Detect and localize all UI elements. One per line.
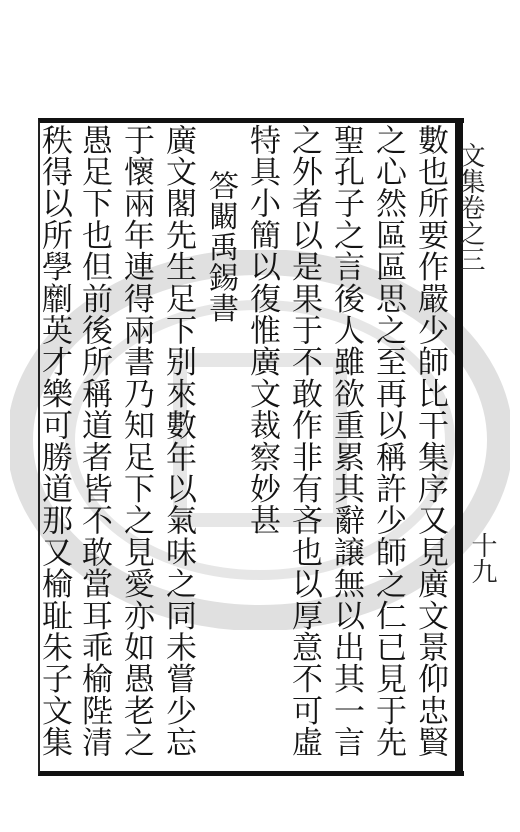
text-column-9: 愚足下也但前後所稱道者皆不敢當耳乖榆陛清 — [76, 124, 112, 758]
text-column-8: 于懷兩年連得兩書乃知足下之見愛亦如愚老之 — [118, 124, 154, 758]
text-column-2: 之心然區區思之至再以稱許少師之仁已見于先 — [370, 124, 406, 758]
page-spine — [455, 142, 507, 760]
spine-page-number: 十九 — [467, 532, 497, 584]
text-column-10: 秩得以所學劘英才樂可勝道那又榆耻朱子文集 — [36, 124, 72, 758]
text-column-1: 數也所要作嚴少師比干集序又見廣文景仰忠賢 — [412, 124, 448, 758]
text-column-4: 之外者以是果于不敢作非有吝也以厚意不可虛 — [286, 124, 322, 758]
letter-title: 答闞禹錫書 — [203, 170, 238, 324]
text-column-7: 廣文閣先生足下别來數年以氣味之同未嘗少忘 — [160, 124, 196, 758]
text-column-5: 特具小簡以復惟廣文裁察妙甚 — [244, 124, 280, 537]
text-column-3: 聖孔子之言後人雖欲重累其辭譲無以出其一言 — [328, 124, 364, 758]
spine-title: 文集卷之三 — [455, 142, 485, 272]
